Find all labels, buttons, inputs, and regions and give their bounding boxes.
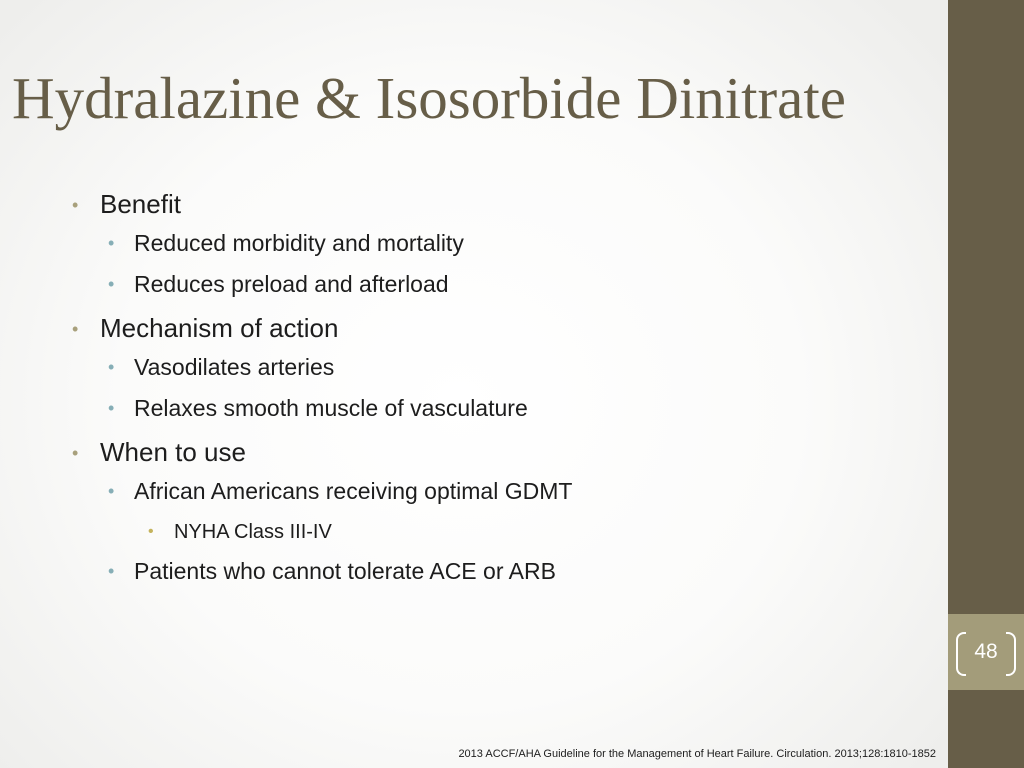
page-number-box	[948, 614, 1024, 690]
bullet-item-vasodilates	[108, 352, 932, 393]
slide-title: Hydralazine & Isosorbide Dinitrate	[12, 65, 846, 131]
bullet-text: Benefit	[100, 189, 181, 219]
bullet-text: Reduces preload and afterload	[134, 271, 449, 297]
bullet-item-reduced-morbidity	[108, 228, 932, 269]
bullet-text: Mechanism of action	[100, 313, 339, 343]
bullet-dot-icon: •	[108, 561, 115, 581]
citation-footnote: 2013 ACCF/AHA Guideline for the Management of Heart Failure. Circulation. 2013;128:1810-1852	[458, 748, 936, 760]
bullet-text: Relaxes smooth muscle of vasculature	[134, 395, 528, 421]
page-number: 48	[974, 640, 998, 663]
bullet-item-benefit	[72, 186, 932, 228]
bullet-text: When to use	[100, 437, 246, 467]
bullet-dot-icon: •	[72, 443, 79, 463]
bullet-dot-icon: •	[108, 357, 115, 377]
bullet-item-reduces-preload	[108, 269, 932, 310]
bullet-list	[72, 186, 932, 597]
bullet-dot-icon: •	[108, 233, 115, 253]
bullet-item-when-to-use	[72, 434, 932, 476]
bullet-dot-icon: •	[108, 398, 115, 418]
bullet-text: Patients who cannot tolerate ACE or ARB	[134, 558, 556, 584]
bullet-text: Reduced morbidity and mortality	[134, 230, 464, 256]
bullet-item-nyha-class	[148, 517, 932, 556]
bullet-item-mechanism	[72, 310, 932, 352]
bullet-dot-icon: •	[108, 481, 115, 501]
bullet-item-cannot-tolerate	[108, 556, 932, 597]
bullet-dot-icon: •	[72, 195, 79, 215]
bullet-text: NYHA Class III-IV	[174, 521, 332, 543]
bullet-text: African Americans receiving optimal GDMT	[134, 478, 573, 504]
bullet-item-african-americans	[108, 476, 932, 517]
bullet-dot-icon: •	[72, 319, 79, 339]
bullet-dot-icon: •	[108, 274, 115, 294]
bullet-dot-icon: •	[148, 523, 154, 540]
bullet-item-relaxes-smooth-muscle	[108, 393, 932, 434]
bullet-text: Vasodilates arteries	[134, 354, 335, 380]
